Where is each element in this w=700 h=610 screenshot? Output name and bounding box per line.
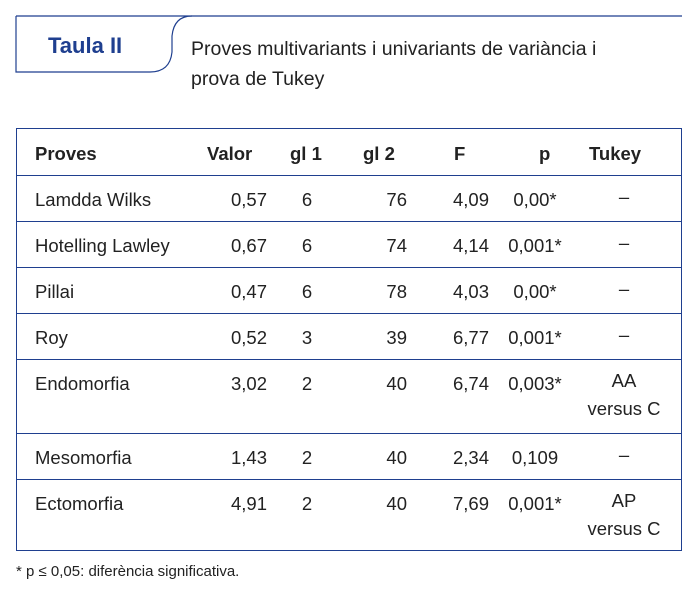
row-name: Hotelling Lawley bbox=[35, 235, 170, 256]
row-name: Lamdda Wilks bbox=[35, 189, 152, 210]
table-row bbox=[17, 359, 681, 433]
row-name: Ectomorfia bbox=[35, 493, 124, 514]
row-valor: 0,57 bbox=[230, 189, 267, 210]
row-gl2: 40 bbox=[386, 493, 407, 514]
row-f: 6,77 bbox=[452, 327, 489, 348]
row-gl1: 3 bbox=[301, 327, 313, 348]
row-f: 4,03 bbox=[452, 281, 489, 302]
row-gl2: 40 bbox=[386, 373, 407, 394]
table-row bbox=[17, 433, 681, 479]
row-p: 0,001* bbox=[508, 493, 562, 514]
row-tukey bbox=[577, 321, 671, 349]
row-gl1: 2 bbox=[301, 493, 313, 514]
col-header-f: F bbox=[454, 143, 466, 164]
row-gl1: 6 bbox=[301, 281, 313, 302]
col-header-valor: Valor bbox=[207, 143, 253, 164]
row-valor: 0,67 bbox=[230, 235, 267, 256]
row-tukey-line1: AP bbox=[611, 490, 637, 511]
row-gl2: 39 bbox=[386, 327, 407, 348]
row-tukey-line1: – bbox=[618, 186, 630, 207]
row-gl2: 76 bbox=[386, 189, 407, 210]
row-f: 7,69 bbox=[452, 493, 489, 514]
row-gl2: 74 bbox=[386, 235, 407, 256]
row-f: 4,09 bbox=[452, 189, 489, 210]
row-p: 0,109 bbox=[511, 447, 559, 468]
col-header-gl2: gl 2 bbox=[363, 143, 395, 164]
row-name: Roy bbox=[35, 327, 68, 348]
row-tukey-line1: – bbox=[618, 232, 630, 253]
row-f: 4,14 bbox=[452, 235, 489, 256]
row-f: 6,74 bbox=[452, 373, 489, 394]
row-tukey-line1: – bbox=[618, 324, 630, 345]
table-number: Taula II bbox=[48, 33, 123, 58]
row-name: Mesomorfia bbox=[35, 447, 132, 468]
row-gl2: 40 bbox=[386, 447, 407, 468]
table-caption bbox=[191, 34, 681, 94]
table-footnote: * p ≤ 0,05: diferència significativa. bbox=[16, 563, 240, 580]
row-gl1: 2 bbox=[301, 447, 313, 468]
row-tukey-line1: – bbox=[618, 278, 630, 299]
row-valor: 1,43 bbox=[230, 447, 267, 468]
col-header-proves: Proves bbox=[35, 143, 97, 164]
row-gl1: 6 bbox=[301, 235, 313, 256]
row-tukey bbox=[577, 487, 671, 543]
row-tukey-line2: versus C bbox=[587, 398, 661, 419]
row-valor: 4,91 bbox=[230, 493, 267, 514]
caption-line-2: prova de Tukey bbox=[191, 68, 325, 90]
col-header-p: p bbox=[539, 143, 551, 164]
row-gl1: 2 bbox=[301, 373, 313, 394]
results-table bbox=[16, 128, 682, 551]
col-header-gl1: gl 1 bbox=[290, 143, 322, 164]
row-tukey bbox=[577, 275, 671, 303]
row-gl1: 6 bbox=[301, 189, 313, 210]
row-valor: 0,52 bbox=[230, 327, 267, 348]
col-header-tukey: Tukey bbox=[589, 143, 642, 164]
row-tukey-line1: AA bbox=[611, 370, 637, 391]
row-p: 0,00* bbox=[513, 281, 557, 302]
table-row bbox=[17, 479, 681, 551]
row-tukey bbox=[577, 367, 671, 423]
row-name: Endomorfia bbox=[35, 373, 130, 394]
table-header-row bbox=[17, 129, 681, 175]
table-row bbox=[17, 313, 681, 359]
row-p: 0,003* bbox=[508, 373, 562, 394]
table-header bbox=[0, 0, 700, 100]
row-tukey-line2: versus C bbox=[587, 518, 661, 539]
row-valor: 0,47 bbox=[230, 281, 267, 302]
table-row bbox=[17, 175, 681, 221]
row-tukey bbox=[577, 229, 671, 257]
row-tukey bbox=[577, 441, 671, 469]
row-tukey-line1: – bbox=[618, 444, 630, 465]
row-gl2: 78 bbox=[386, 281, 407, 302]
row-f: 2,34 bbox=[452, 447, 489, 468]
row-valor: 3,02 bbox=[230, 373, 267, 394]
row-p: 0,001* bbox=[508, 235, 562, 256]
row-p: 0,00* bbox=[513, 189, 557, 210]
table-row bbox=[17, 267, 681, 313]
caption-line-1: Proves multivariants i univariants de variància i bbox=[191, 38, 597, 60]
row-p: 0,001* bbox=[508, 327, 562, 348]
row-name: Pillai bbox=[35, 281, 75, 302]
row-tukey bbox=[577, 183, 671, 211]
table-row bbox=[17, 221, 681, 267]
